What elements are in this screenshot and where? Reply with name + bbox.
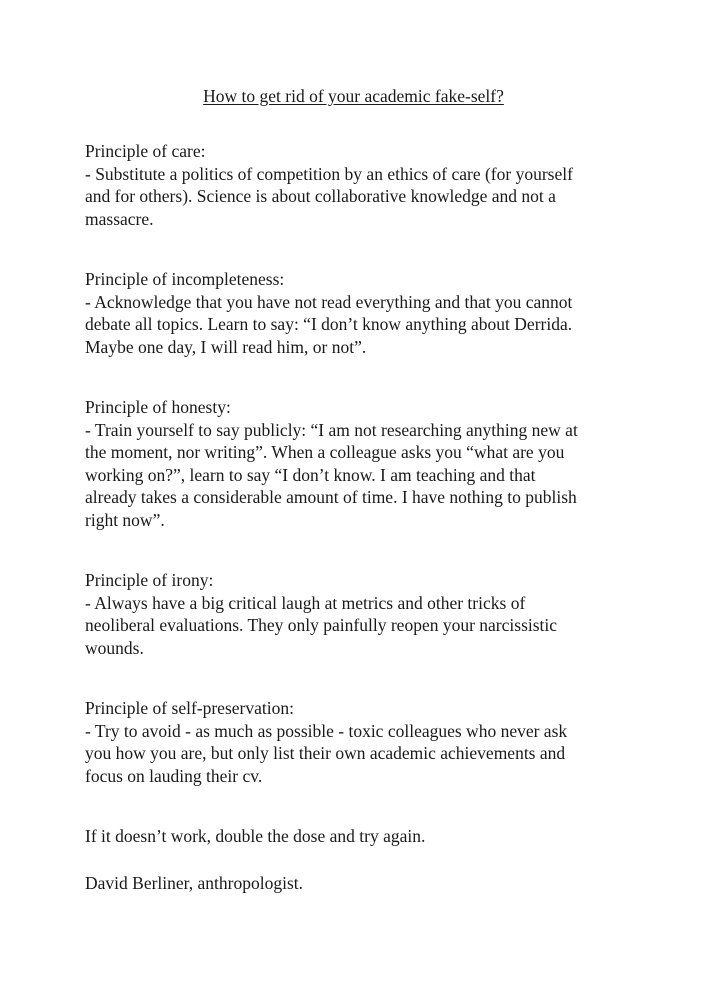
principle-care-text — [85, 163, 645, 231]
principle-self-preservation-section — [85, 697, 645, 787]
principle-honesty-section — [85, 396, 645, 531]
principle-honesty-text — [85, 419, 645, 532]
principle-self-preservation-line: - Try to avoid - as much as possible - toxic colleagues who never ask — [85, 720, 568, 741]
principle-self-preservation-line: you how you are, but only list their own academic achievements and — [85, 743, 566, 763]
document-title: How to get rid of your academic fake-self? — [203, 86, 504, 106]
principle-honesty-line: working on?”, learn to say “I don’t know. I am teaching and that — [85, 464, 536, 485]
principle-honesty-line: the moment, nor writing”. When a colleague asks you “what are you — [85, 442, 565, 462]
principle-self-preservation-text — [85, 720, 645, 788]
principle-incompleteness-line: debate all topics. Learn to say: “I don’t know anything about Derrida. — [85, 314, 573, 334]
principle-irony-line: wounds. — [85, 637, 144, 658]
closing-remark: If it doesn’t work, double the dose and try again. — [85, 826, 426, 846]
principle-incompleteness-line: - Acknowledge that you have not read everything and that you cannot — [85, 291, 573, 312]
principle-care-line: massacre. — [85, 208, 154, 229]
principle-care-heading: Principle of care: — [85, 141, 206, 161]
principle-honesty-heading: Principle of honesty: — [85, 397, 231, 417]
principle-incompleteness-line: Maybe one day, I will read him, or not”. — [85, 336, 367, 357]
principle-care-line: - Substitute a politics of competition by an ethics of care (for yourself — [85, 163, 573, 184]
principle-irony-line: neoliberal evaluations. They only painfully reopen your narcissistic — [85, 615, 558, 635]
principle-incompleteness-heading: Principle of incompleteness: — [85, 269, 285, 289]
principle-honesty-line: right now”. — [85, 509, 165, 530]
principle-irony-line: - Always have a big critical laugh at metrics and other tricks of — [85, 592, 526, 613]
author-signature: David Berliner, anthropologist. — [85, 872, 304, 893]
principle-care-line: and for others). Science is about collaborative knowledge and not a — [85, 186, 556, 206]
principle-self-preservation-heading: Principle of self-preservation: — [85, 698, 294, 718]
principle-irony-heading: Principle of irony: — [85, 570, 214, 590]
document-body — [85, 140, 645, 894]
principle-irony-text — [85, 592, 645, 660]
principle-irony-section — [85, 569, 645, 659]
principle-self-preservation-line: focus on lauding their cv. — [85, 765, 263, 786]
principle-honesty-line: - Train yourself to say publicly: “I am not researching anything new at — [85, 419, 578, 440]
principle-incompleteness-section — [85, 268, 645, 358]
principle-care-section — [85, 140, 645, 230]
principle-incompleteness-text — [85, 291, 645, 359]
principle-honesty-line: already takes a considerable amount of time. I have nothing to publish — [85, 487, 577, 507]
